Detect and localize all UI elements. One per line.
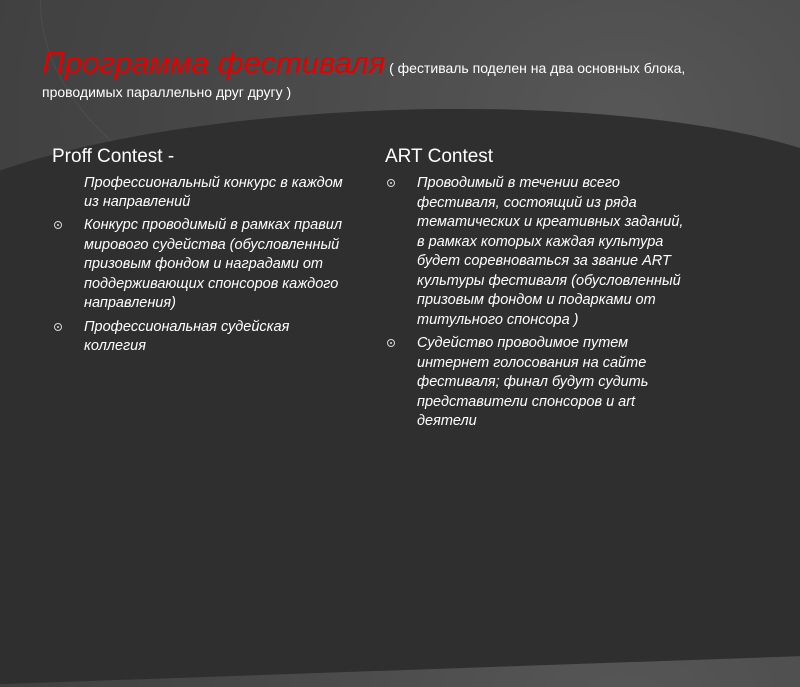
- art-contest-heading: ART Contest: [385, 146, 494, 167]
- proff-contest-heading: Proff Contest -: [52, 146, 175, 167]
- list-item-text: Конкурс проводимый в рамках правил мирового судейства (обусловленный призовым фондом и наградами от поддерживающих спонсоров каждого направления): [84, 217, 343, 311]
- title-subtitle: ( фестиваль поделен на два основных блока, проводимых параллельно друг другу ): [42, 60, 686, 100]
- list-item: [52, 216, 352, 314]
- list-item: [385, 174, 685, 330]
- proff-contest-column: [52, 146, 352, 357]
- title-main: Программа фестиваля: [42, 45, 386, 80]
- proff-contest-intro: Профессиональный конкурс в каждом из направлений: [84, 175, 343, 210]
- circle-dot-icon: [54, 221, 62, 229]
- list-item: [385, 334, 685, 432]
- proff-contest-list: [52, 216, 352, 357]
- art-contest-list: [385, 174, 685, 432]
- list-item: [52, 318, 352, 357]
- list-item-text: Профессиональная судейская коллегия: [84, 318, 290, 354]
- circle-dot-icon: [387, 179, 395, 187]
- list-item-text: Судейство проводимое путем интернет голосования на сайте фестиваля; финал будут судить представители спонсоров и art деятели: [417, 335, 649, 429]
- art-contest-column: [385, 146, 685, 432]
- slide-title: [42, 44, 762, 103]
- circle-dot-icon: [54, 323, 62, 331]
- circle-dot-icon: [387, 339, 395, 347]
- list-item-text: Проводимый в течении всего фестиваля, состоящий из ряда тематических и креативных заданий, в рамках которых каждая культура будет соревноваться за звание ART культуры фестиваля (обусловленный призовым фондом и подарками от титульного спонсора ): [417, 175, 684, 328]
